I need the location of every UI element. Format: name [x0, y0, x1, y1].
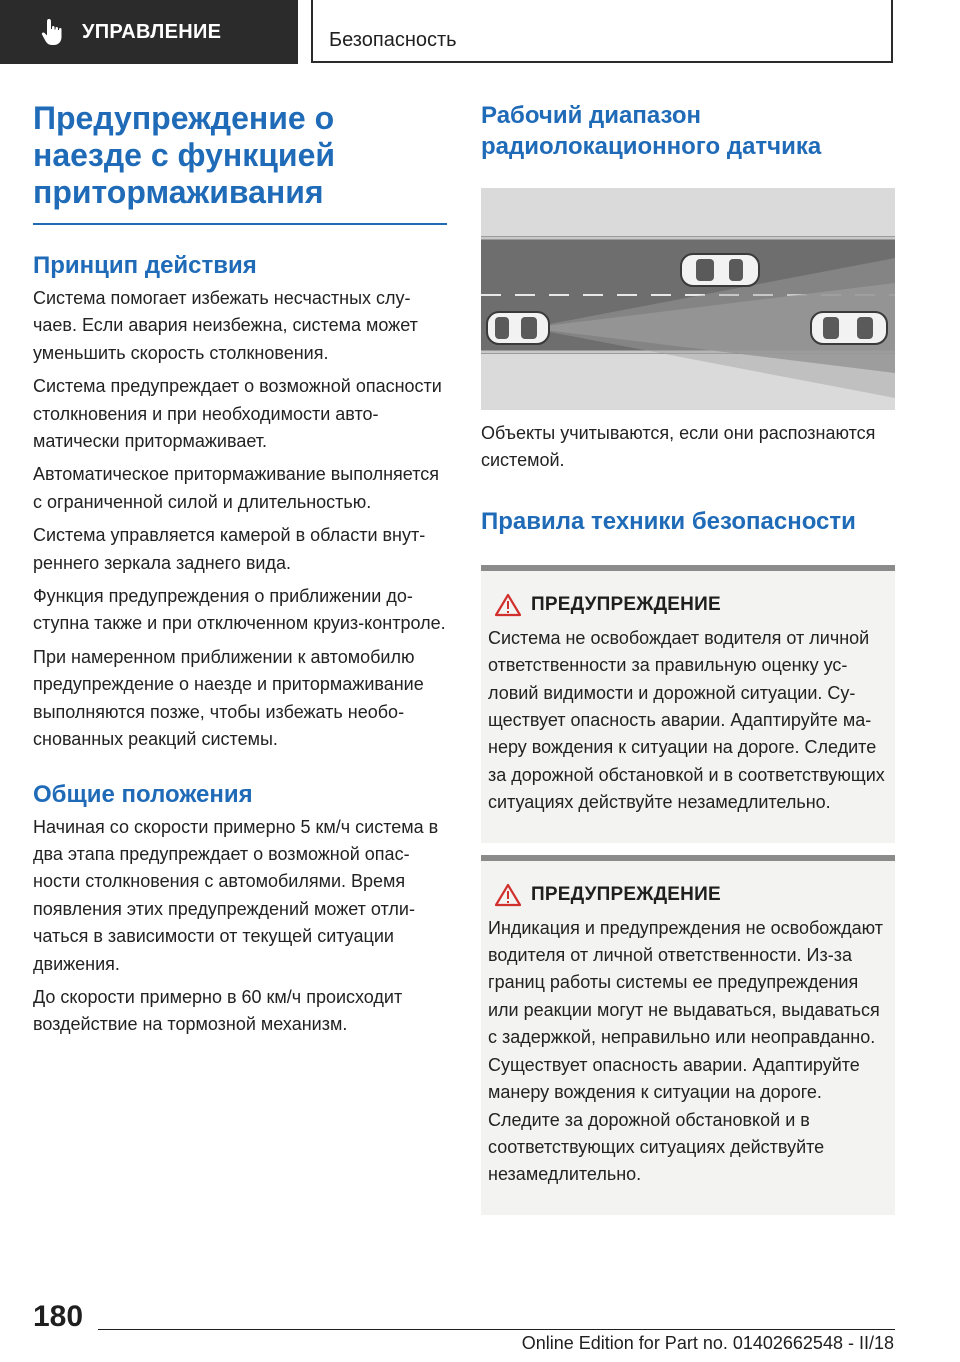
warning-title: ПРЕДУПРЕЖДЕНИЕ: [531, 883, 721, 905]
section-tab: [0, 0, 298, 64]
car-ahead-same-lane: [811, 312, 887, 344]
warning-triangle-icon: [495, 883, 521, 907]
right-column: [481, 100, 895, 1215]
edition-note: Online Edition for Part no. 01402662548 - II/18: [521, 1333, 894, 1353]
section-heading-safety: Правила техники безопасности: [481, 507, 856, 535]
page-number: 180: [33, 1300, 84, 1333]
paragraph: Функция предупреждения о приближении доступна также и при отключенном круиз-контроле.: [33, 586, 446, 634]
paragraph: Автоматическое притормаживание выполняется с ограниченной силой и длительностью.: [33, 464, 439, 512]
paragraph: Система помогает избежать несчастных случаев. Если авария неизбежна, система может уменьшить скорость столкновения.: [33, 288, 418, 363]
left-column: [33, 100, 447, 1039]
section-heading-principle: Принцип действия: [33, 252, 257, 279]
paragraph: Начиная со скорости примерно 5 км/ч система в два этапа предупреждает о возможной опасности столкновения с автомобилями. Время появления этих предупреждений может отличаться в зависимости от текущей ситуации движения.: [33, 816, 439, 974]
warning-box: [481, 855, 895, 1215]
warning-header: [495, 593, 887, 617]
footer-divider: [98, 1329, 895, 1330]
warning-box: [481, 565, 895, 843]
page-title: Предупреждение о наезде с функцией притормаживания: [33, 100, 447, 225]
radar-range-illustration: [481, 188, 895, 410]
paragraph: Система предупреждает о возможной опасности столкновения и при необходимости автоматически притормаживает.: [33, 376, 442, 452]
paragraph: До скорости примерно в 60 км/ч происходит воздействие на тормозной механизм.: [33, 986, 403, 1035]
paragraph: При намеренном приближении к автомобилю предупреждение о наезде и притормаживание выполняются позже, чтобы избежать необоснованных реакций системы.: [33, 646, 424, 750]
breadcrumb: [311, 0, 893, 63]
warning-triangle-icon: [495, 593, 521, 617]
paragraph: Система управляется камерой в области внутреннего зеркала заднего вида.: [33, 525, 426, 573]
section-heading-general: Общие положения: [33, 780, 253, 808]
warning-text: Система не освобождает водителя от личной ответственности за правильную оценку условий видимости и дорожной ситуации. Существует опасность аварии. Адаптируйте манеру вождения к ситуации на дороге. Следите за дорожной обстановкой и в соответствующих ситуациях действуйте незамедлительно.: [488, 627, 885, 813]
warning-text: Индикация и предупреждения не освобождают водителя от личной ответственности. Из-за границ работы системы ее предупреждения или реакции могут не выдаваться, выдаваться с задержкой, неправильно или неоправданно. Существует опасность аварии. Адаптируйте манеру вождения к ситуации на дороге. Следите за дорожной обстановкой и в соответствующих ситуациях действуйте незамедлительно.: [488, 917, 883, 1185]
section-heading-radar-range: Рабочий диапазон радиолокационного датчика: [481, 102, 822, 160]
warning-title: ПРЕДУПРЕЖДЕНИЕ: [531, 593, 721, 615]
warning-header: [495, 883, 887, 907]
breadcrumb-label: Безопасность: [329, 29, 457, 51]
car-ego: [487, 312, 549, 344]
hand-pointer-icon: [40, 17, 66, 47]
section-tab-label: УПРАВЛЕНИЕ: [82, 20, 222, 43]
car-front-lane: [681, 254, 759, 286]
figure-caption: Объекты учитываются, если они распознаются системой.: [481, 423, 876, 471]
